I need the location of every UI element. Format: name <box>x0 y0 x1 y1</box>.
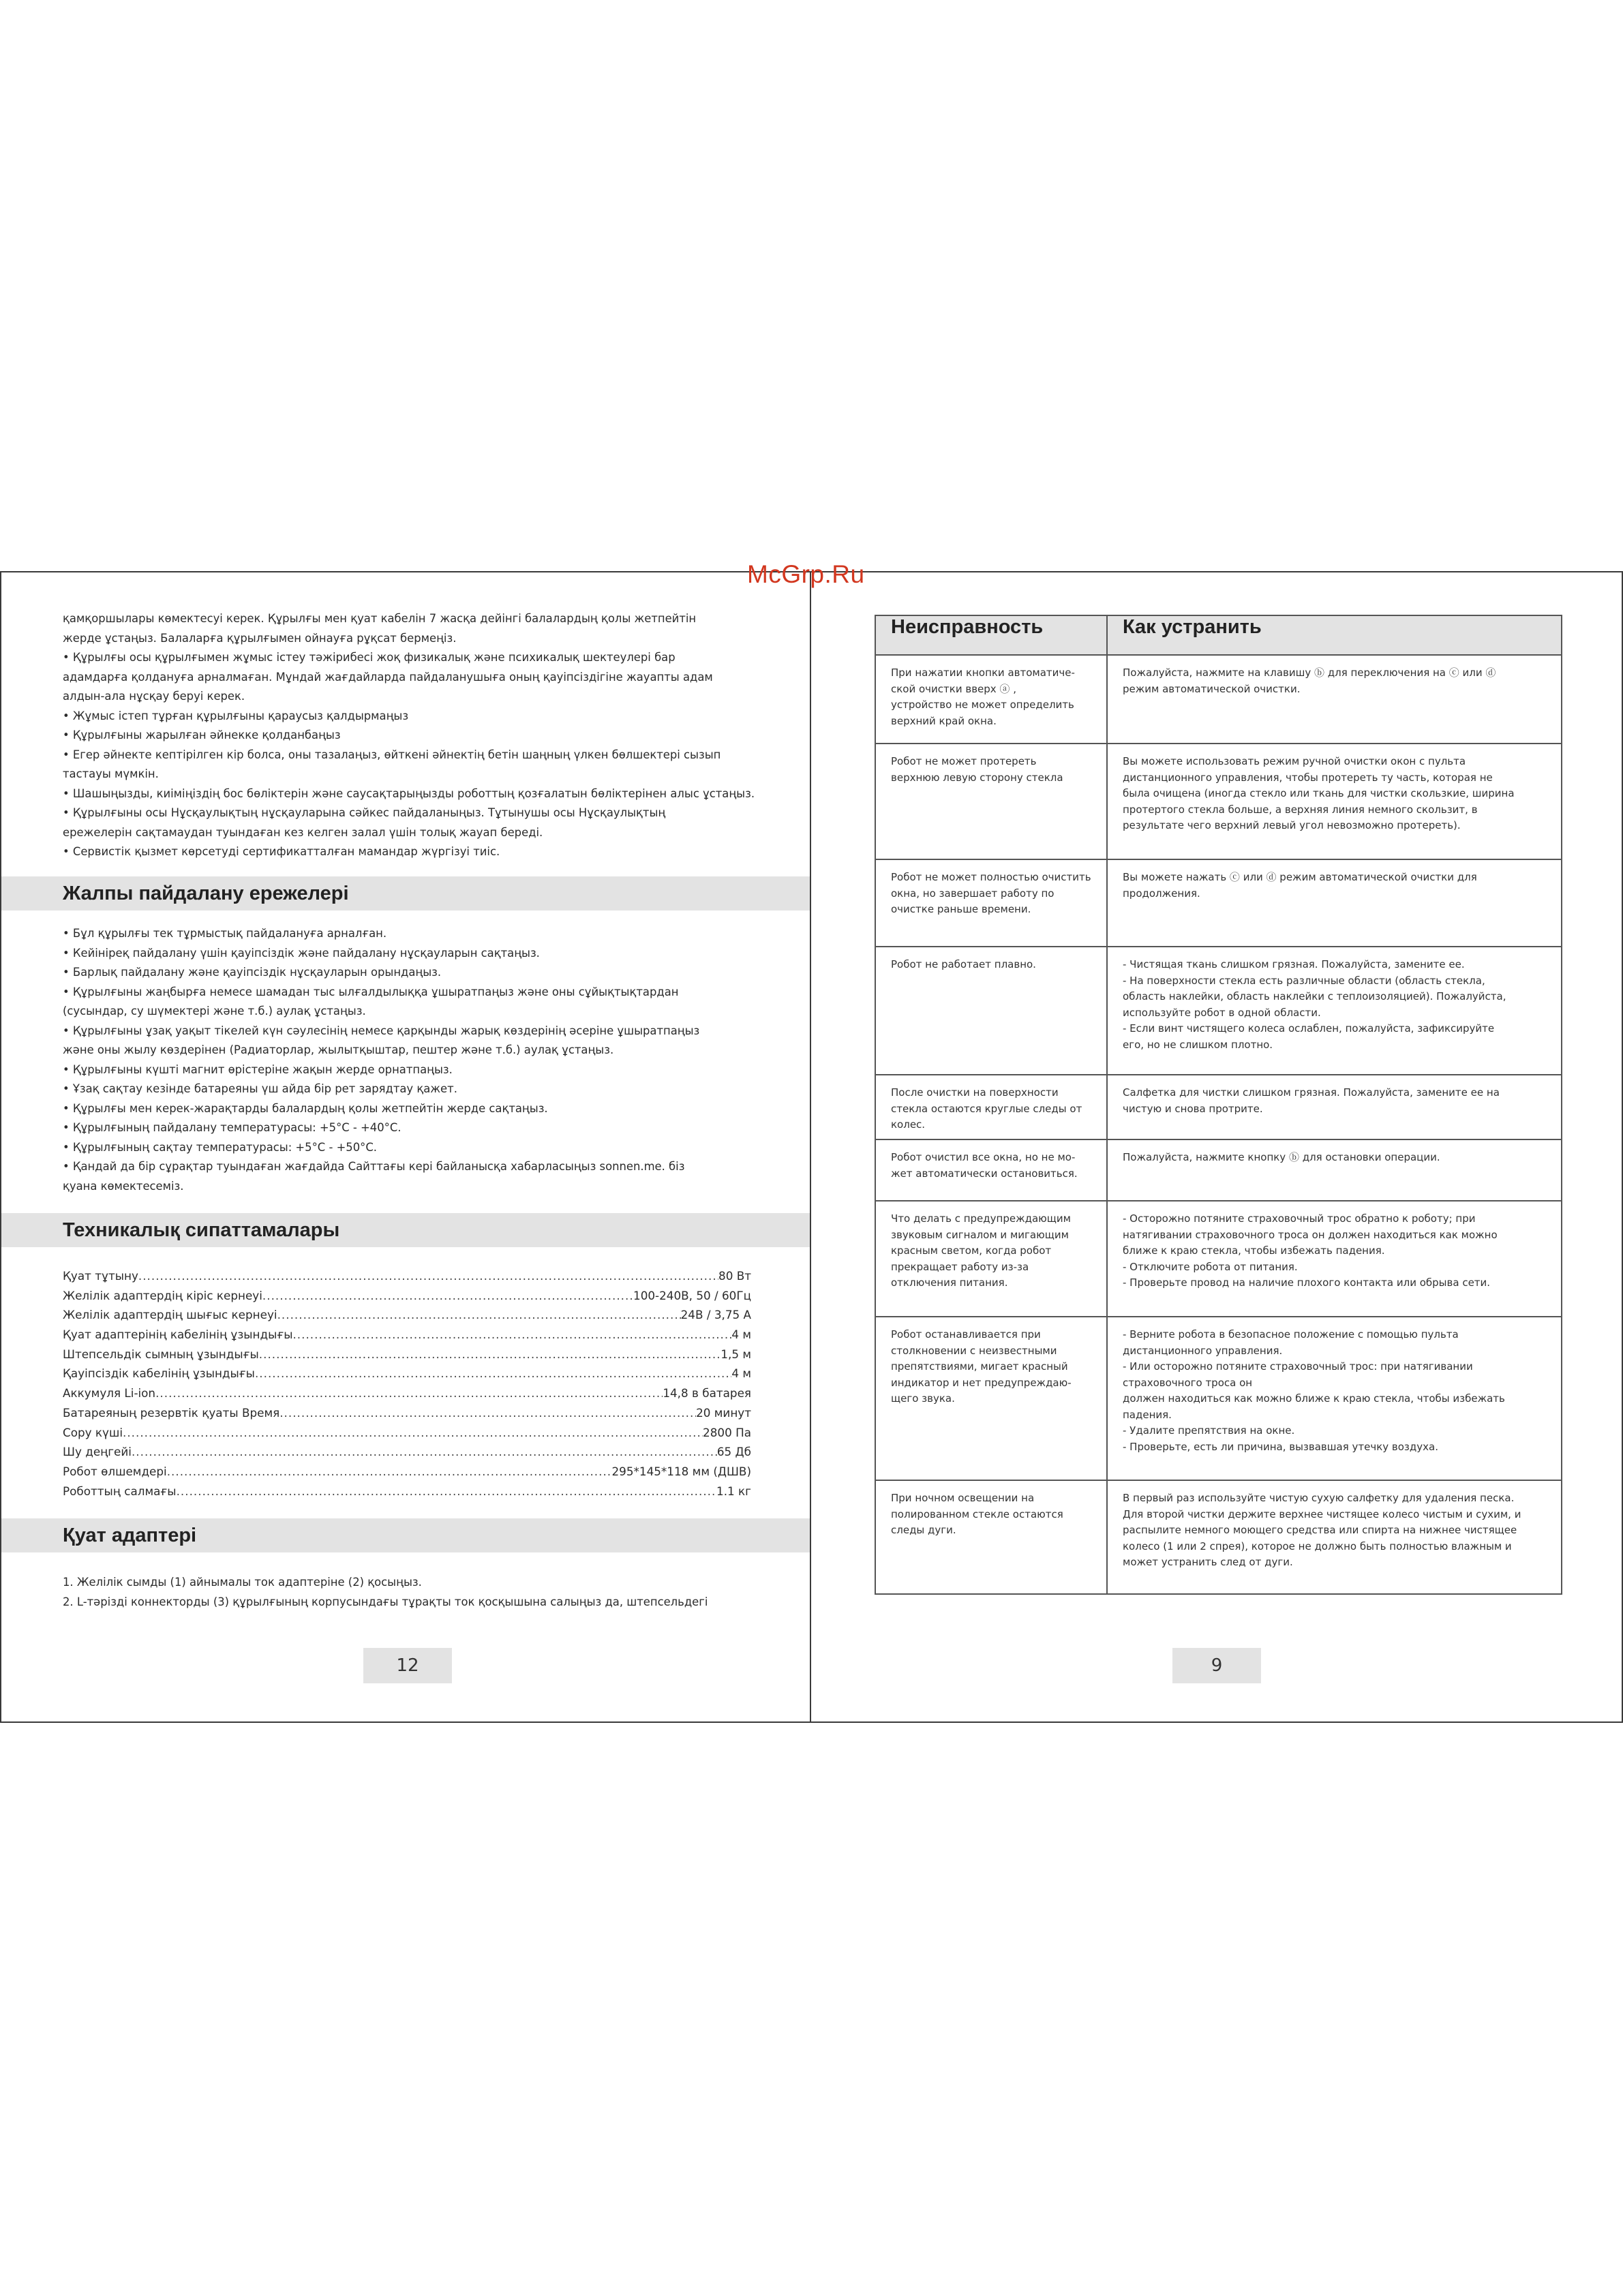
spec-label: Қауіпсіздік кабелінің ұзындығы <box>63 1366 255 1381</box>
solution-cell <box>1107 1139 1562 1201</box>
rule-line: • Құрылғы мен керек-жарақтарды балалардың қолы жетпейтін жерде сақтаңыз. <box>63 1101 548 1115</box>
dot-leader <box>255 1366 731 1380</box>
cell-line: результате чего верхний левый угол невозможно протереть). <box>1123 819 1461 831</box>
dot-leader <box>259 1347 721 1361</box>
cell-line: - Проверьте провод на наличие плохого контакта или обрыва сети. <box>1123 1276 1491 1289</box>
cell-line: отключения питания. <box>891 1276 1008 1289</box>
text-line: • Құрылғыны жарылған әйнекке қолданбаңыз <box>63 729 341 741</box>
text-line: • Сервистік қызмет көрсетуді сертификатталған мамандар жүргізуі тиіс. <box>63 845 500 858</box>
spec-label: Сору күші <box>63 1425 123 1439</box>
adapter-line: 2. L-тәрізді коннекторды (3) құрылғының корпусындағы тұрақты ток қосқышына салыңыз да, штепсельдегі <box>63 1595 708 1608</box>
cell-line: звуковым сигналом и мигающим <box>891 1228 1069 1241</box>
adapter-line: 1. Желілік сымды (1) айнымалы ток адаптеріне (2) қосыңыз. <box>63 1576 422 1589</box>
spec-row <box>63 1328 751 1347</box>
cell-line: протертого стекла больше, а верхняя линия немного скользит, в <box>1123 803 1478 816</box>
text-line: • Құрылғы осы құрылғымен жұмыс істеу тәжірибесі жоқ физикалық және психикалық шектеулері бар <box>63 651 676 664</box>
solution-cell <box>1107 744 1562 859</box>
problem-cell <box>875 1201 1107 1317</box>
dot-leader <box>279 1406 696 1420</box>
spec-value: 1.1 кг <box>716 1484 751 1498</box>
spec-label: Роботтың салмағы <box>63 1484 177 1498</box>
spec-value: 4 м <box>731 1366 751 1381</box>
spec-value: 295*145*118 мм (ДШВ) <box>611 1464 751 1478</box>
header-solution: Как устранить <box>1107 615 1562 655</box>
dot-leader <box>132 1445 717 1458</box>
cell-line: - Или осторожно потяните страховочный трос: при натягивании <box>1123 1360 1473 1373</box>
dot-leader <box>292 1328 731 1341</box>
text-line: ережелерін сақтамаудан туындаған кез келген залал үшін толық жауап береді. <box>63 825 543 839</box>
cell-line: Робот не работает плавно. <box>891 958 1036 970</box>
table-row <box>875 1317 1562 1480</box>
cell-line: Робот не может полностью очистить <box>891 871 1091 883</box>
text-line: қамқоршылары көмектесуі керек. Құрылғы мен қуат кабелін 7 жасқа дейінгі балалардың қолы жетпейтін <box>63 612 697 625</box>
spec-row <box>63 1269 751 1289</box>
cell-line: - Чистящая ткань слишком грязная. Пожалуйста, замените ее. <box>1123 958 1465 970</box>
spec-row <box>63 1406 751 1426</box>
cell-line: колес. <box>891 1118 926 1131</box>
cell-line: Робот не может протереть <box>891 755 1037 767</box>
solution-cell <box>1107 655 1562 744</box>
cell-line: Что делать с предупреждающим <box>891 1212 1071 1225</box>
solution-cell <box>1107 1075 1562 1139</box>
troubleshooting-table <box>875 615 1562 1595</box>
cell-line: препятствиями, мигает красный <box>891 1360 1068 1373</box>
rule-line: • Құрылғыны жаңбырға немесе шамадан тыс ылғалдылыққа ұшыратпаңыз және оны сұйықтықтардан <box>63 985 679 998</box>
spec-label: Робот өлшемдері <box>63 1464 167 1478</box>
rule-line: және оны жылу көздерінен (Радиаторлар, жылытқыштар, пештер және т.б.) аулақ ұстаңыз. <box>63 1043 614 1056</box>
cell-line: окна, но завершает работу по <box>891 887 1055 900</box>
text-line: жерде ұстаңыз. Балаларға құрылғымен ойнауға рұқсат бермеңіз. <box>63 631 457 645</box>
spec-label: Штепсельдік сымның ұзындығы <box>63 1347 259 1361</box>
cell-line: верхнюю левую сторону стекла <box>891 771 1063 784</box>
specs-heading: Техникалық сипаттамалары <box>1 1213 810 1247</box>
spec-value: 4 м <box>731 1328 751 1342</box>
problem-cell <box>875 947 1107 1075</box>
table-row <box>875 1139 1562 1201</box>
cell-line: падения. <box>1123 1408 1172 1421</box>
right-page <box>811 572 1623 1721</box>
spec-row <box>63 1426 751 1445</box>
problem-cell <box>875 744 1107 859</box>
cell-line: столкновении с неизвестными <box>891 1344 1057 1357</box>
dot-leader <box>277 1308 681 1321</box>
rule-line: • Қандай да бір сұрақтар туындаған жағдайда Сайттағы кері байланысқа хабарласыңыз sonnen.me. біз <box>63 1160 685 1173</box>
adapter-heading: Қуат адаптері <box>1 1518 810 1552</box>
cell-line: дистанционного управления. <box>1123 1344 1283 1357</box>
adapter-text <box>63 1573 744 1612</box>
cell-line: распылите немного моющего средства или спирта на нижнее чистящее <box>1123 1524 1517 1536</box>
general-rules-heading: Жалпы пайдалану ережелері <box>1 876 810 910</box>
page-number-left: 12 <box>363 1648 452 1683</box>
table-row <box>875 1075 1562 1139</box>
spec-row <box>63 1445 751 1465</box>
table-row <box>875 655 1562 744</box>
cell-line: ближе к краю стекла, чтобы избежать падения. <box>1123 1244 1385 1257</box>
cell-line: щего звука. <box>891 1392 955 1405</box>
safety-intro-text <box>63 609 755 862</box>
cell-line: продолжения. <box>1123 887 1200 900</box>
spec-label: Шу деңгейі <box>63 1445 132 1459</box>
cell-line: - Удалите препятствия на окне. <box>1123 1424 1295 1437</box>
cell-line: страховочного троса он <box>1123 1376 1253 1389</box>
cell-line: колесо (1 или 2 спрея), которое не должно быть полностью влажным и <box>1123 1540 1512 1552</box>
spec-value: 65 Дб <box>716 1445 751 1459</box>
cell-line: - Верните робота в безопасное положение с помощью пульта <box>1123 1328 1459 1341</box>
cell-line: При ночном освещении на <box>891 1492 1035 1504</box>
cell-line: его, но не слишком плотно. <box>1123 1038 1273 1051</box>
spec-label: Қуат тұтыну <box>63 1269 138 1283</box>
cell-line: область наклейки, область наклейки с теплоизоляцией). Пожалуйста, <box>1123 990 1506 1002</box>
table-row <box>875 1480 1562 1594</box>
text-line: алдын-ала нұсқау беруі керек. <box>63 690 245 703</box>
dot-leader <box>177 1484 716 1498</box>
text-line: • Жұмыс істеп тұрған құрылғыны қараусыз қалдырмаңыз <box>63 709 409 722</box>
solution-cell <box>1107 1201 1562 1317</box>
specs-list <box>63 1269 751 1503</box>
spec-row <box>63 1347 751 1367</box>
problem-cell <box>875 1317 1107 1480</box>
spec-value: 2800 Па <box>703 1425 751 1439</box>
page-number-right: 9 <box>1172 1648 1261 1683</box>
spec-row <box>63 1289 751 1308</box>
cell-line: должен находиться как можно ближе к краю стекла, чтобы избежать <box>1123 1392 1505 1405</box>
cell-line: натягивании страховочного троса он должен находиться как можно <box>1123 1228 1498 1241</box>
cell-line: Робот очистил все окна, но не мо- <box>891 1151 1076 1163</box>
problem-cell <box>875 1075 1107 1139</box>
cell-line: дистанционного управления, чтобы протереть ту часть, которая не <box>1123 771 1493 784</box>
cell-line: чистую и снова протрите. <box>1123 1102 1263 1115</box>
solution-cell <box>1107 1480 1562 1594</box>
cell-line: Салфетка для чистки слишком грязная. Пожалуйста, замените ее на <box>1123 1086 1500 1099</box>
cell-line: верхний край окна. <box>891 714 997 727</box>
header-problem: Неисправность <box>875 615 1107 655</box>
cell-line: очистке раньше времени. <box>891 903 1031 915</box>
cell-line: следы дуги. <box>891 1524 956 1536</box>
left-page <box>0 572 811 1721</box>
table-row <box>875 1201 1562 1317</box>
cell-line: полированном стекле остаются <box>891 1507 1063 1520</box>
rule-line: • Құрылғының сақтау температурасы: +5°C - +50°C. <box>63 1140 378 1154</box>
text-line: • Егер әйнекте кептірілген кір болса, оны тазалаңыз, өйткені әйнектің бетін шаңның үлкен бөлшектері сызып <box>63 748 721 761</box>
text-line: тастауы мүмкін. <box>63 767 159 780</box>
dot-leader <box>155 1386 663 1400</box>
solution-cell <box>1107 947 1562 1075</box>
spec-label: Батареяның резервтік қуаты Время <box>63 1405 280 1420</box>
rule-line: • Құрылғыны ұзақ уақыт тікелей күн сәулесінің немесе қарқынды жарық көздерінің әсеріне ұшыратпаңыз <box>63 1024 700 1037</box>
cell-line: Пожалуйста, нажмите кнопку ⓑ для остановки операции. <box>1123 1151 1440 1163</box>
spec-row <box>63 1308 751 1328</box>
cell-line: После очистки на поверхности <box>891 1086 1059 1099</box>
rule-line: • Барлық пайдалану және қауіпсіздік нұсқауларын орындаңыз. <box>63 966 442 979</box>
problem-cell <box>875 1139 1107 1201</box>
dot-leader <box>167 1465 612 1478</box>
spec-value: 14,8 в батарея <box>663 1386 751 1400</box>
problem-cell <box>875 1480 1107 1594</box>
cell-line: - Проверьте, есть ли причина, вызвавшая утечку воздуха. <box>1123 1440 1438 1453</box>
table-row <box>875 744 1562 859</box>
cell-line: красным светом, когда робот <box>891 1244 1052 1257</box>
cell-line: В первый раз используйте чистую сухую салфетку для удаления песка. <box>1123 1492 1515 1504</box>
rule-line: • Кейініреқ пайдалану үшін қауіпсіздік және пайдалану нұсқауларын сақтаңыз. <box>63 946 540 960</box>
problem-cell <box>875 655 1107 744</box>
booklet-spread <box>0 571 1623 1723</box>
spec-row <box>63 1366 751 1386</box>
dot-leader <box>262 1289 633 1302</box>
rule-line: • Бұл құрылғы тек тұрмыстық пайдалануға арналған. <box>63 927 387 940</box>
watermark-text: McGrp.Ru <box>747 560 865 588</box>
solution-cell <box>1107 1317 1562 1480</box>
cell-line: Вы можете нажать ⓒ или ⓓ режим автоматической очистки для <box>1123 871 1477 883</box>
cell-line: устройство не может определить <box>891 699 1074 711</box>
dot-leader <box>138 1269 718 1283</box>
spec-value: 20 минут <box>696 1405 751 1420</box>
spec-row <box>63 1484 751 1504</box>
general-rules-text <box>63 924 744 1196</box>
cell-line: При нажатии кнопки автоматиче- <box>891 667 1075 679</box>
cell-line: - Отключите робота от питания. <box>1123 1260 1298 1273</box>
cell-line: Вы можете использовать режим ручной очистки окон с пульта <box>1123 755 1466 767</box>
text-line: • Шашыңызды, киіміңіздің бос бөліктерін және саусақтарыңызды роботтың қозғалатын бөліктерінен алыс ұстаңыз. <box>63 786 755 800</box>
text-line: • Құрылғыны осы Нұсқаулықтың нұсқауларына сәйкес пайдаланыңыз. Тұтынушы осы Нұсқаулықтың <box>63 806 666 819</box>
spec-label: Қуат адаптерінің кабелінің ұзындығы <box>63 1328 293 1342</box>
spec-value: 24В / 3,75 А <box>680 1308 751 1322</box>
cell-line: индикатор и нет предупреждаю- <box>891 1376 1072 1389</box>
table-header-row <box>875 615 1562 655</box>
rule-line: • Құрылғыны күшті магнит өрістеріне жақын жерде орнатпаңыз. <box>63 1062 453 1076</box>
spec-label: Желілік адаптердің кіріс кернеуі <box>63 1288 262 1302</box>
text-line: адамдарға қолдануға арналмаған. Мұндай жағдайларда пайдаланушыға оның қауіпсіздігіне жауапты адам <box>63 670 713 684</box>
cell-line: - Если винт чистящего колеса ослаблен, пожалуйста, зафиксируйте <box>1123 1022 1495 1035</box>
cell-line: - На поверхности стекла есть различные области (область стекла, <box>1123 974 1485 987</box>
spec-value: 100-240В, 50 / 60Гц <box>633 1288 751 1302</box>
cell-line: была очищена (иногда стекло или ткань для чистки скользкие, ширина <box>1123 787 1515 799</box>
cell-line: Для второй чистки держите верхнее чистящее колесо чистым и сухим, и <box>1123 1507 1521 1520</box>
spec-label: Желілік адаптердің шығыс кернеуі <box>63 1308 277 1322</box>
cell-line: - Осторожно потяните страховочный трос обратно к роботу; при <box>1123 1212 1476 1225</box>
cell-line: прекращает работу из-за <box>891 1260 1029 1273</box>
solution-cell <box>1107 859 1562 947</box>
cell-line: используйте робот в одной области. <box>1123 1006 1321 1019</box>
spec-label: Аккумуля Li-ion <box>63 1386 156 1400</box>
table-row <box>875 947 1562 1075</box>
rule-line: • Құрылғының пайдалану температурасы: +5°C - +40°C. <box>63 1121 401 1134</box>
cell-line: жет автоматически остановиться. <box>891 1167 1078 1180</box>
rule-line: (сусындар, су шүмектері және т.б.) аулақ ұстаңыз. <box>63 1005 366 1017</box>
cell-line: Робот останавливается при <box>891 1328 1041 1341</box>
cell-line: ской очистки вверх ⓐ , <box>891 682 1016 695</box>
cell-line: режим автоматической очистки. <box>1123 682 1301 695</box>
rule-line: қуана көмектесеміз. <box>63 1179 184 1193</box>
spec-row <box>63 1386 751 1406</box>
problem-cell <box>875 859 1107 947</box>
cell-line: Пожалуйста, нажмите на клавишу ⓑ для переключения на ⓒ или ⓓ <box>1123 667 1496 679</box>
spec-value: 80 Вт <box>718 1269 751 1283</box>
cell-line: может устранить след от дуги. <box>1123 1556 1293 1568</box>
cell-line: стекла остаются круглые следы от <box>891 1102 1082 1115</box>
rule-line: • Ұзақ сақтау кезінде батареяны үш айда бір рет зарядтау қажет. <box>63 1082 457 1095</box>
dot-leader <box>123 1426 703 1439</box>
spec-value: 1,5 м <box>721 1347 751 1361</box>
spec-row <box>63 1465 751 1484</box>
table-row <box>875 859 1562 947</box>
